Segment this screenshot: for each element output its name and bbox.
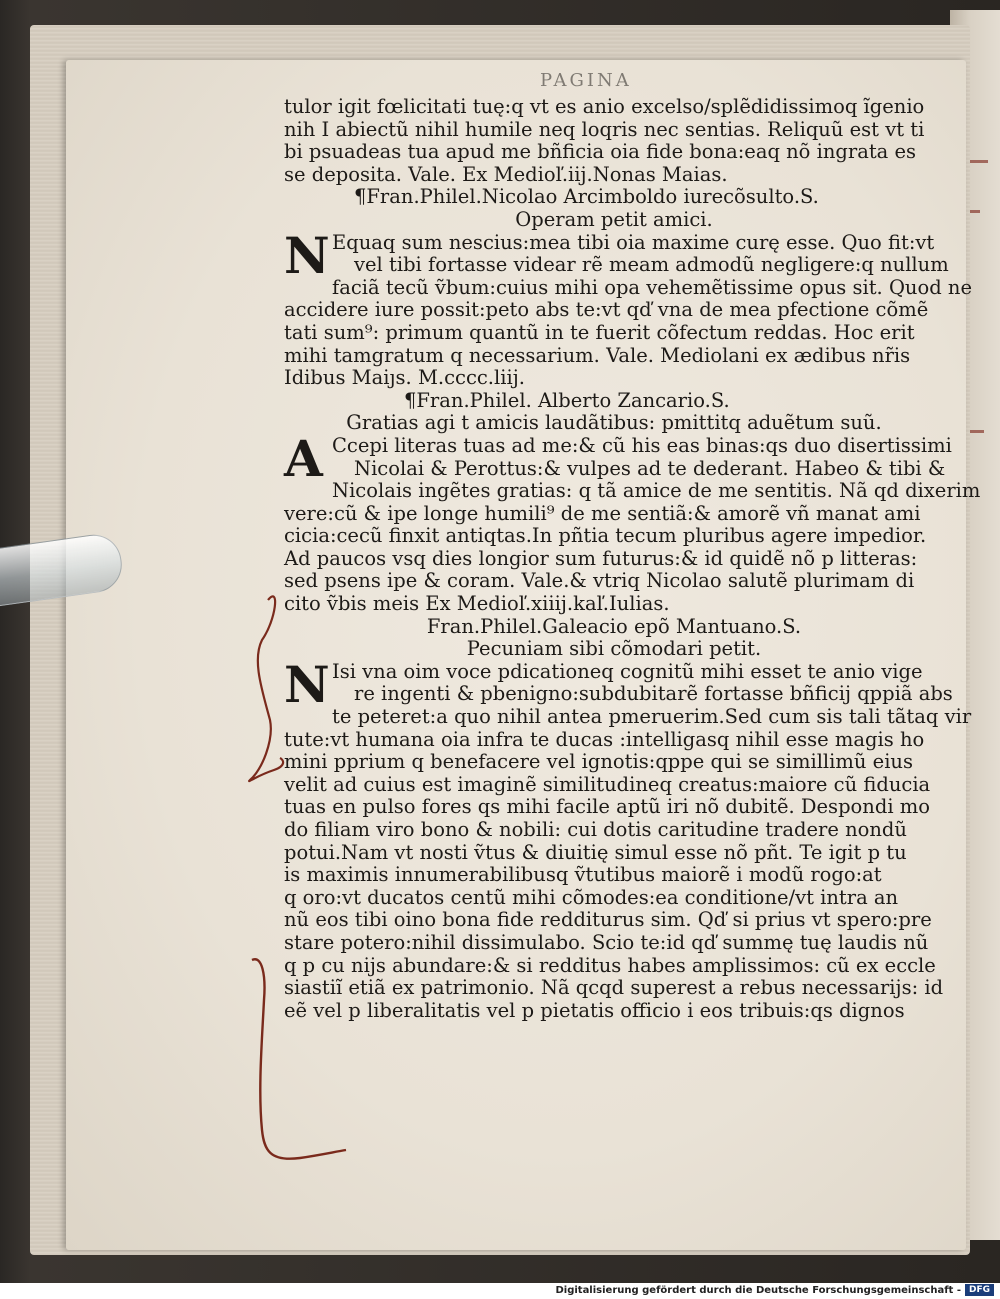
line-text: Fran.Philel.Galeacio epõ Mantuano.S.	[426, 614, 802, 638]
line-text: nũ eos tibi oino bona fide redditurus sim. Qď si prius vt spero:pre	[284, 908, 932, 932]
line-text: tuas en pulso fores qs mihi facile aptũ iri nõ dubitẽ. Despondi mo	[284, 795, 930, 819]
initial-letter: N	[284, 654, 330, 714]
line-text: eẽ vel p liberalitatis vel p pietatis officio i eos tribuis:qs dignos	[284, 998, 905, 1022]
line-text: Nicolai & Perottus:& vulpes ad te dederant. Habeo & tibi &	[354, 456, 946, 480]
line-text: q p cu nijs abundare:& si redditus habes amplissimos: cũ ex eccle	[284, 953, 936, 977]
footer-text: Digitalisierung gefördert durch die Deutsche Forschungsgemeinschaft -	[555, 1285, 961, 1296]
line-text: mihi tamgratum q necessarium. Vale. Mediolani ex ædibus nr̃is	[284, 343, 911, 367]
line-text: tute:vt humana oia infra te ducas :intelligasq nihil esse magis ho	[284, 727, 925, 751]
line-text: siastiĩ etiã ex patrimonio. Nã qcqd superest a rebus necessarijs: id	[284, 976, 944, 1000]
line-text: tati sum⁹: primum quantũ in te fuerit cõfectum reddas. Hoc erit	[284, 320, 915, 344]
line-text: velit ad cuius est imaginẽ similitudineq creatus:maiore cũ fiducia	[284, 772, 931, 796]
line-text: ¶Fran.Philel.Nicolao Arcimboldo iurecõsulto.S.	[354, 185, 819, 209]
pen-mark-lower	[252, 959, 346, 1159]
line-text: cicia:cecũ finxit antiqtas.In pñtia tecum pluribus agere impedior.	[284, 524, 927, 548]
line-text: tulor igit fœlicitati tuę:q vt es anio excelso/splẽdidissimoq ĩgenio	[284, 95, 925, 118]
line-text: faciã tecũ ṽbum:cuius mihi opa vehemẽtissime opus sit. Quod ne	[332, 275, 973, 299]
line-text: q oro:vt ducatos centũ mihi cõmodes:ea conditione/vt intra an	[284, 885, 899, 909]
line-text: cito ṽbis meis Ex Medioľ.xiiij.kaľ.Iulias.	[284, 592, 670, 616]
line-text: ¶Fran.Philel. Alberto Zancario.S.	[404, 388, 730, 412]
digitization-footer	[0, 1283, 1000, 1299]
pen-mark-upper	[249, 596, 283, 781]
line-text: Ad paucos vsq dies longior sum futurus:& id quidẽ nõ p litteras:	[284, 546, 918, 570]
dfg-logo: DFG	[965, 1284, 994, 1296]
line-text: accidere iure possit:peto abs te:vt qď vna de mea pfectione cõmẽ	[284, 298, 929, 322]
line-text: Operam petit amici.	[515, 207, 713, 231]
line-text: Ccepi literas tuas ad me:& cũ his eas binas:qs duo disertissimi	[332, 433, 952, 457]
line-text: Equaq sum nescius:mea tibi oia maxime curę esse. Quo fit:vt	[332, 230, 935, 254]
line-text: Isi vna oim voce pdicationeq cognitũ mihi esset te anio vige	[332, 659, 923, 683]
line-text: mini pprium q benefacere vel ignotis:qppe qui se simillimũ eius	[284, 750, 913, 774]
line-text: vere:cũ & ipe longe humili⁹ de me sentiã:& amorẽ vñ manat ami	[284, 501, 921, 525]
line-text: re ingenti & pbenigno:subdubitarẽ fortasse bñficij qppiã abs	[354, 682, 953, 706]
line-text: potui.Nam vt nosti ṽtus & diuitię simul esse nõ pñt. Te igit p tu	[284, 840, 907, 864]
line-text: bi psuadeas tua apud me bñficia oia fide bona:eaq nõ ingrata es	[284, 140, 917, 164]
line-text: is maximis innumerabilibusq ṽtutibus maiorẽ i modũ rogo:at	[284, 863, 882, 887]
line-text: vel tibi fortasse videar rẽ meam admodũ negligere:q nullum	[354, 253, 949, 277]
line-text: nih I abiectũ nihil humile neq loqris nec sentias. Reliquũ est vt ti	[284, 117, 925, 141]
initial-letter: A	[284, 428, 323, 488]
running-header: PAGINA	[540, 70, 632, 91]
initial-letter: N	[284, 225, 330, 285]
line-text: te peteret:a quo nihil antea pmeruerim.Sed cum sis tali tãtaq vir	[332, 705, 972, 729]
line-text: Idibus Maiȷs. M.cccc.liij.	[284, 366, 525, 390]
line-text: Pecuniam sibi cõmodari petit.	[466, 637, 762, 661]
line-text: stare potero:nihil dissimulabo. Scio te:id qď summę tuę laudis nũ	[284, 930, 929, 954]
line-text: se deposita. Vale. Ex Medioľ.iij.Nonas Maias.	[284, 162, 728, 186]
line-text: do filiam viro bono & nobili: cui dotis caritudine tradere nondũ	[284, 818, 907, 841]
line-text: Gratias agi t amicis laudãtibus: pmittitq aduẽtum suũ.	[346, 411, 882, 435]
line-text: sed psens ipe & coram. Vale.& vtriq Nicolao salutẽ plurimam di	[284, 569, 915, 593]
line-text: Nicolais ingẽtes gratias: q tã amice de me sentitis. Nã qd dixerim	[332, 479, 981, 503]
